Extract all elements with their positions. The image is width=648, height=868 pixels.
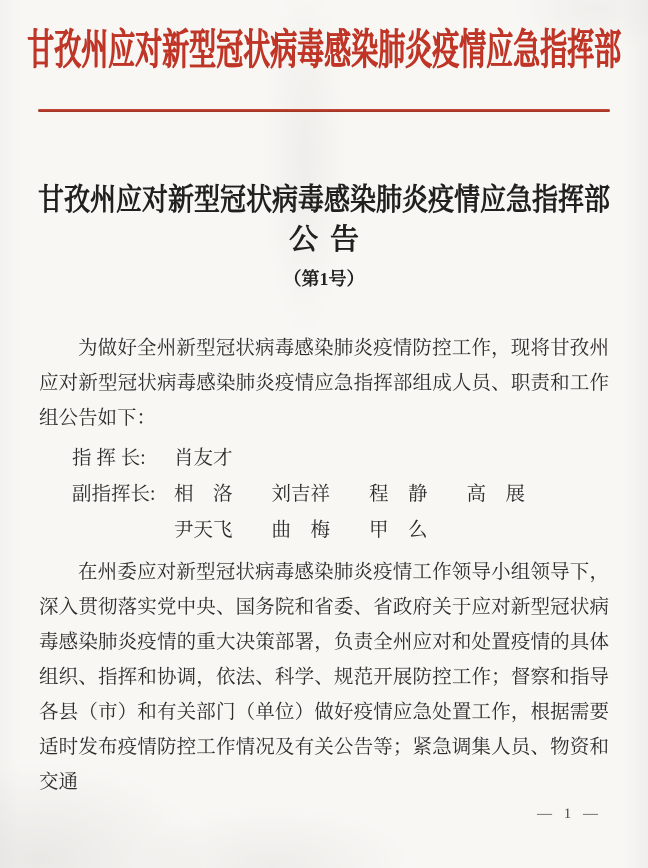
- letterhead-text: 甘孜州应对新型冠状病毒感染肺炎疫情应急指挥部: [27, 26, 621, 74]
- page-number: — 1 —: [537, 806, 602, 822]
- officials-list: [39, 441, 609, 549]
- document-subtitle: 公告: [288, 224, 371, 256]
- deputy-label: 副指挥长:: [72, 484, 156, 505]
- commander-row: [72, 441, 609, 477]
- deputy-row-2: [72, 513, 609, 549]
- deputy-names-row2: 尹天飞 曲 梅 甲 么: [174, 520, 428, 541]
- document-title: [0, 176, 648, 218]
- title-block: [0, 176, 648, 291]
- commander-name: 肖友才: [174, 448, 233, 469]
- letterhead-title: [0, 16, 648, 74]
- issue-number: （第1号）: [283, 269, 365, 289]
- duties-paragraph: 在州委应对新型冠状病毒感染肺炎疫情工作领导小组领导下，深入贯彻落实党中央、国务院和省委、省政府关于应对新型冠状病毒感染肺炎疫情的重大决策部署，负责全州应对和处置疫情的具体组织、指挥和协调，依法、科学、规范开展防控工作；督察和指导各县（市）和有关部门（单位）做好疫情应急处置工作，根据需要适时发布疫情防控工作情况及有关公告等；紧急调集人员、物资和交通: [39, 562, 609, 793]
- document-title-text: 甘孜州应对新型冠状病毒感染肺炎疫情应急指挥部: [37, 183, 610, 218]
- deputy-names-row1: 相 洛 刘吉祥 程 静 高 展: [174, 484, 526, 505]
- document-body: [0, 331, 648, 800]
- deputy-row-1: [72, 477, 609, 513]
- intro-paragraph: 为做好全州新型冠状病毒感染肺炎疫情防控工作，现将甘孜州应对新型冠状病毒感染肺炎疫情应急指挥部组成人员、职责和工作组公告如下：: [39, 338, 609, 429]
- letterhead-divider: [38, 109, 610, 112]
- commander-label: 指 挥 长:: [72, 448, 146, 469]
